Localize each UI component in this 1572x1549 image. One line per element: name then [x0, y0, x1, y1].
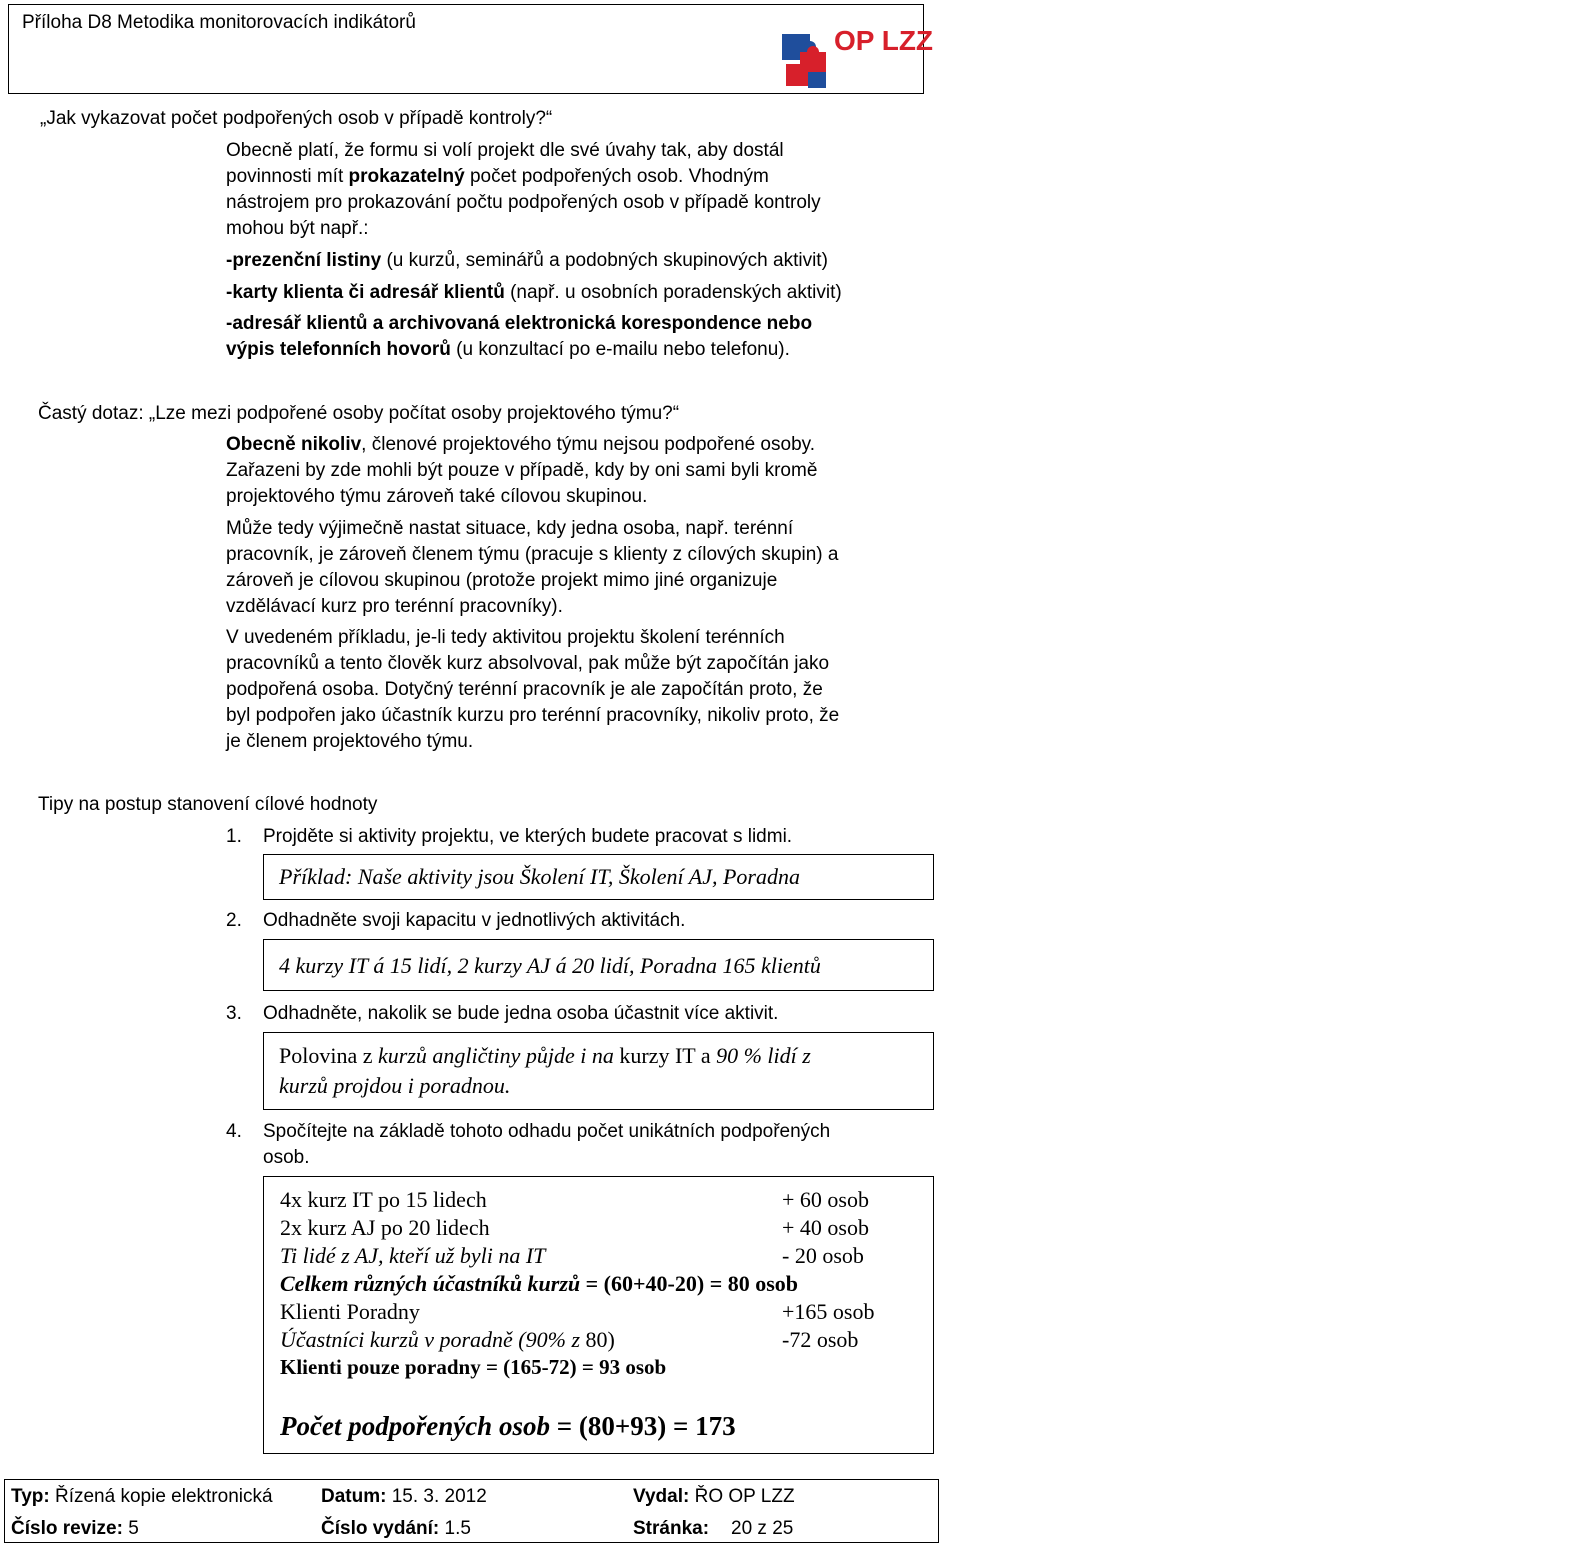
op-lzz-logo: [778, 14, 934, 94]
list-item: -adresář klientů a archivovaná elektronická korespondence nebo: [226, 313, 813, 334]
q2-paragraph-line: Obecně nikoliv, členové projektového týmu nejsou podpořené osoby.: [226, 434, 816, 455]
q1-paragraph-line: nástrojem pro prokazování počtu podpořených osob v případě kontroly: [226, 192, 821, 213]
q2-paragraph-line: V uvedeném příkladu, je-li tedy aktivitou projektu školení terénních: [226, 627, 785, 648]
q2-paragraph-line: byl podpořen jako účastník kurzu pro terénní pracovníky, nikoliv proto, že: [226, 705, 840, 726]
q2-paragraph-line: Zařazeni by zde mohli být pouze v případě, kdy by oni sami byli kromě: [226, 460, 818, 481]
list-item: -karty klienta či adresář klientů (např. u osobních poradenských aktivit): [226, 282, 842, 303]
step-number: 4.: [226, 1121, 242, 1142]
q1-paragraph-line: povinnosti mít prokazatelný počet podpořených osob. Vhodným: [226, 166, 769, 187]
q2-paragraph-line: Může tedy výjimečně nastat situace, kdy jedna osoba, např. terénní: [226, 518, 794, 539]
calc-row: Ti lidé z AJ, kteří už byli na IT - 20 osob: [280, 1243, 864, 1268]
list-item: -prezenční listiny (u kurzů, seminářů a podobných skupinových aktivit): [226, 250, 828, 271]
calc-total: Počet podpořených osob = (80+93) = 173: [280, 1411, 736, 1441]
page-footer: Typ: Řízená kopie elektronická Datum: 15. 3. 2012 Vydal: ŘO OP LZZ Číslo revize: 5 Číslo vydání: 1.5 Stránka: 20 z 25: [4, 1479, 939, 1543]
q1-paragraph-line: Obecně platí, že formu si volí projekt dle své úvahy tak, aby dostál: [226, 140, 784, 161]
step-number: 1.: [226, 826, 242, 847]
q2-paragraph-line: projektového týmu zároveň také cílovou skupinou.: [226, 486, 648, 507]
calc-row: Celkem různých účastníků kurzů = (60+40-20) = 80 osob: [280, 1271, 799, 1296]
q2-paragraph-line: vzdělávací kurz pro terénní pracovníky).: [226, 596, 563, 617]
example-box-capacity: 4 kurzy IT á 15 lidí, 2 kurzy AJ á 20 lidí, Poradna 165 klientů: [263, 939, 934, 991]
step-text: osob.: [263, 1147, 310, 1168]
q2-paragraph-line: pracovník, je zároveň členem týmu (pracuje s klienty z cílových skupin) a: [226, 544, 839, 565]
document-title: Příloha D8 Metodika monitorovacích indikátorů: [22, 12, 416, 33]
calc-row: Klienti Poradny +165 osob: [280, 1299, 875, 1324]
question-2: Častý dotaz: „Lze mezi podpořené osoby počítat osoby projektového týmu?“: [38, 403, 680, 424]
q2-paragraph-line: zároveň je cílovou skupinou (protože projekt mimo jiné organizuje: [226, 570, 778, 591]
q2-paragraph-line: pracovníků a tento člověk kurz absolvoval, pak může být započítán jako: [226, 653, 830, 674]
step-text: Projděte si aktivity projektu, ve kterých budete pracovat s lidmi.: [263, 826, 793, 847]
q2-paragraph-line: podpořená osoba. Dotyčný terénní pracovník je ale započítán proto, že: [226, 679, 823, 700]
step-text: Odhadněte svoji kapacitu v jednotlivých aktivitách.: [263, 910, 686, 931]
step-text: Odhadněte, nakolik se bude jedna osoba účastnit více aktivit.: [263, 1003, 779, 1024]
calc-row: Klienti pouze poradny = (165-72) = 93 osob: [280, 1355, 667, 1379]
tips-heading: Tipy na postup stanovení cílové hodnoty: [38, 794, 378, 815]
step-text: Spočítejte na základě tohoto odhadu počet unikátních podpořených: [263, 1121, 831, 1142]
logo-text: OP LZZ: [834, 25, 934, 56]
step-number: 2.: [226, 910, 242, 931]
calc-row: Účastníci kurzů v poradně (90% z 80) -72 osob: [280, 1327, 859, 1352]
example-box-activities: Příklad: Naše aktivity jsou Školení IT, Školení AJ, Poradna: [263, 854, 934, 900]
q2-paragraph-line: je členem projektového týmu.: [226, 731, 474, 752]
calculation-box: [263, 1176, 934, 1454]
list-item: výpis telefonních hovorů (u konzultací po e-mailu nebo telefonu).: [226, 339, 790, 360]
q1-paragraph-line: mohou být např.:: [226, 218, 369, 239]
calc-row: 4x kurz IT po 15 lidech + 60 osob: [280, 1187, 869, 1212]
calc-row: 2x kurz AJ po 20 lidech + 40 osob: [280, 1215, 869, 1240]
step-number: 3.: [226, 1003, 242, 1024]
example-box-overlap: Polovina z kurzů angličtiny půjde i na kurzy IT a 90 % lidí z kurzů projdou i poradnou.: [263, 1032, 934, 1110]
question-1: „Jak vykazovat počet podpořených osob v případě kontroly?“: [40, 108, 553, 129]
